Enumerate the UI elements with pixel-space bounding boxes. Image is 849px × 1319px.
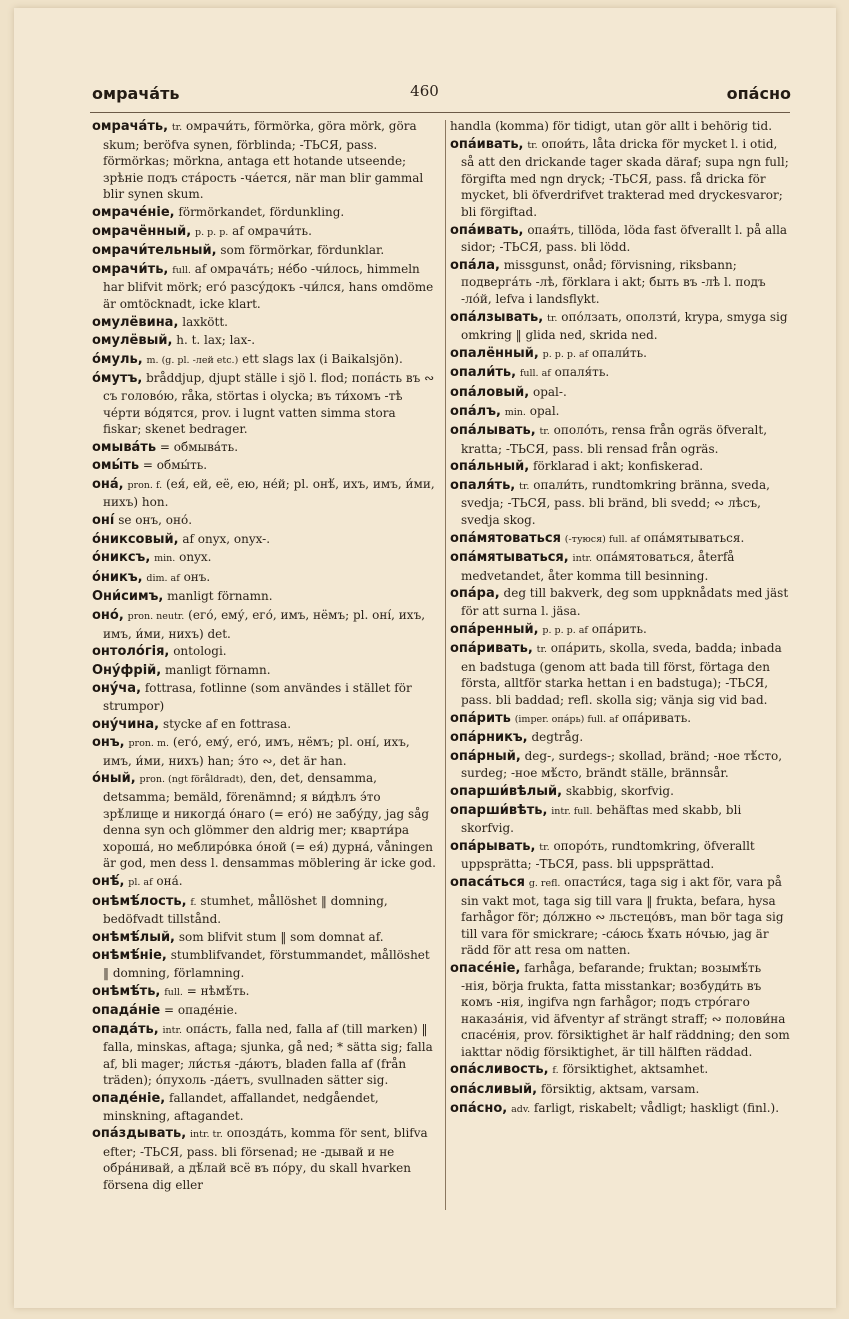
dictionary-entry bbox=[92, 204, 436, 222]
entry-headword: опарши́вѣть, bbox=[450, 802, 548, 818]
entry-headword: омрача́ть, bbox=[92, 119, 169, 134]
entry-definition: försiktig, aktsam, varsam. bbox=[540, 1082, 700, 1097]
dictionary-entry bbox=[92, 118, 436, 203]
dictionary-entry bbox=[92, 680, 436, 714]
dictionary-entry bbox=[92, 929, 436, 947]
dictionary-entry bbox=[450, 1100, 792, 1119]
entry-headword: опа́лывать, bbox=[450, 423, 536, 439]
entry-definition: stumblifvandet, förstummandet, mållöshet ‖ domning, förlamning. bbox=[103, 948, 430, 980]
entry-definition: опая́ть, tillöda, löda fast öfverallt l. på alla sidor; -ТЬСЯ, pass. bli lödd. bbox=[461, 222, 788, 255]
entry-grammar: m. (g. pl. -лей etc.) bbox=[146, 354, 239, 366]
entry-definition: = обмы́ть. bbox=[142, 458, 208, 473]
dictionary-entry bbox=[92, 512, 436, 530]
entry-grammar: tr. bbox=[527, 139, 538, 151]
dictionary-entry bbox=[450, 585, 792, 619]
entry-definition: förklarad i akt; konfiskerad. bbox=[533, 459, 704, 474]
entry-grammar: f. bbox=[190, 896, 197, 908]
entry-grammar: p. p. p. af bbox=[542, 348, 589, 360]
entry-definition: farhåga, befarande; fruktan; возымѣ́ть -нія, börja frukta, fatta misstankar; возбуди́ть въ комъ -нія, ingifva ngn farhågor; подъ стро́гаго наказа́нія, vid äfventyr af strängt straff; ∾ полови́на спасе́нія, prov. försiktighet är half räddning; den som iakttar nödig försiktighet, är till hälften räddad. bbox=[461, 960, 790, 1059]
right-column bbox=[450, 118, 792, 1119]
entry-definition: opal-. bbox=[533, 384, 567, 399]
dictionary-entry bbox=[450, 222, 792, 256]
dictionary-entry bbox=[450, 748, 792, 782]
entry-headword: опа́рникъ, bbox=[450, 730, 528, 746]
entry-headword: омулёвый, bbox=[92, 333, 173, 349]
entry-definition: se онъ, оно́. bbox=[118, 513, 193, 528]
entry-definition: опа́сть, falla ned, falla af (till marken) ‖ falla, minskas, aftaga; sjunka, gå ned; * sätta sig; falla af, bli mager; ли́стья -да́ютъ, bladen falla af (från träden); о́пухоль -да́етъ, svullnaden sätter sig. bbox=[103, 1021, 433, 1088]
entry-definition: опали́ть, rundtomkring bränna, sveda, svedja; -ТЬСЯ, pass. bli bränd, bli svedd; ∾ лѣсъ, svedja skog. bbox=[461, 477, 770, 528]
entry-definition: (его́, ему́, его́, имъ, нёмъ; pl. оні́, ихъ, имъ, и́ми, нихъ) han; э́то ∾, det är han. bbox=[103, 735, 410, 768]
dictionary-entry bbox=[92, 549, 436, 568]
entry-definition: af омрачи́ть. bbox=[232, 223, 312, 238]
entry-definition: онъ. bbox=[183, 569, 211, 584]
entry-headword: опа́здывать, bbox=[92, 1126, 187, 1142]
dictionary-entry bbox=[92, 569, 436, 588]
dictionary-entry bbox=[450, 874, 792, 959]
entry-grammar: pron. f. bbox=[127, 479, 163, 491]
entry-definition: (ея́, ей, её, ею, не́й; pl. онѣ́, ихъ, имъ, и́ми, нихъ) hon. bbox=[103, 476, 435, 510]
entry-headword: Ону́фрій, bbox=[92, 662, 162, 678]
entry-headword: онѣмѣ́ть, bbox=[92, 983, 161, 999]
entry-headword: онтоло́гія, bbox=[92, 644, 170, 660]
dictionary-entry bbox=[450, 530, 792, 549]
entry-headword: онѣ́, bbox=[92, 873, 125, 889]
entry-headword: омулёвина, bbox=[92, 314, 179, 330]
entry-definition: försiktighet, aktsamhet. bbox=[562, 1062, 709, 1077]
entry-headword: опа́ра, bbox=[450, 586, 500, 602]
entry-headword: онѣмѣ́ніе, bbox=[92, 948, 167, 964]
entry-headword: опа́мятоваться bbox=[450, 530, 561, 546]
dictionary-entry bbox=[450, 783, 792, 801]
entry-headword: омрачи́ть, bbox=[92, 261, 169, 277]
running-head-left: омрача́ть bbox=[92, 84, 180, 103]
entry-definition: h. t. lax; lax-. bbox=[176, 333, 256, 348]
entry-headword: опа́сно, bbox=[450, 1100, 508, 1116]
entry-grammar: full. bbox=[172, 264, 191, 276]
dictionary-entry bbox=[450, 960, 792, 1061]
dictionary-entry bbox=[450, 458, 792, 476]
dictionary-entry bbox=[92, 893, 436, 928]
entry-definition: manligt förnamn. bbox=[165, 662, 271, 677]
dictionary-entry bbox=[450, 403, 792, 422]
entry-grammar: tr. bbox=[171, 122, 183, 133]
entry-definition: behäftas med skabb, bli skorfvig. bbox=[461, 802, 742, 836]
entry-definition: опали́ть. bbox=[592, 345, 647, 360]
entry-definition: som blifvit stum ‖ som domnat af. bbox=[178, 929, 384, 944]
dictionary-entry bbox=[450, 710, 792, 729]
dictionary-entry bbox=[92, 332, 436, 350]
entry-definition: stumhet, mållöshet ‖ domning, bedöfvadt tillstånd. bbox=[103, 893, 388, 927]
entry-definition: af омрача́ть; не́бо -чи́лось, himmeln har blifvit mörk; его́ разсу́докъ -чи́лся, hans omdöme är omtöcknadt, icke klart. bbox=[103, 261, 434, 311]
entry-definition: = опаде́ніе. bbox=[164, 1003, 238, 1018]
entry-definition: опои́ть, låta dricka för mycket l. i otid, så att den drickande tager skada däraf; supa ngn full; förgifta med ngn dryck; -ТЬСЯ, pass. få dricka för mycket, bli öfverdrifvet trakterad med dryckesvaror; bli förgiftad. bbox=[461, 136, 789, 219]
entry-headword: опаля́ть, bbox=[450, 477, 516, 493]
dictionary-entry bbox=[450, 384, 792, 402]
entry-headword: опа́ивать, bbox=[450, 136, 524, 152]
entry-definition: ett slags lax (i Baikalsjön). bbox=[242, 351, 403, 366]
dictionary-entry bbox=[92, 476, 436, 511]
left-column bbox=[92, 118, 436, 1195]
dictionary-entry bbox=[92, 770, 436, 872]
entry-headword: онъ, bbox=[92, 735, 125, 751]
entry-grammar: p. p. p. af bbox=[542, 624, 588, 636]
entry-headword: опа́лъ, bbox=[450, 403, 501, 419]
entry-headword: омыва́ть bbox=[92, 439, 157, 455]
dictionary-entry bbox=[92, 1021, 436, 1089]
entry-headword: ону́чина, bbox=[92, 716, 160, 732]
running-head-right: опа́сно bbox=[726, 84, 791, 103]
entry-headword: опаса́ться bbox=[450, 874, 525, 890]
dictionary-entry bbox=[450, 802, 792, 837]
entry-definition: опасти́ся, taga sig i akt för, vara på sin vakt mot, taga sig till vara ‖ frukta, befara, hysa farhågor för; до́лжно ∾ льстецо́въ, man bör taga sig till vara för smickrare; -са́юсь ѣ́хать но́чью, jag är rädd för att resa om natten. bbox=[461, 874, 784, 958]
entry-headword: о́никъ, bbox=[92, 569, 143, 585]
entry-definition: fottrasa, fotlinne (som användes i stället för strumpor) bbox=[103, 681, 412, 713]
dictionary-entry bbox=[450, 621, 792, 640]
entry-definition: onyx. bbox=[179, 550, 212, 565]
entry-definition: skabbig, skorfvig. bbox=[565, 783, 674, 798]
entry-grammar: tr. bbox=[539, 841, 550, 853]
entry-definition: опа́мятываться. bbox=[643, 530, 745, 545]
entry-grammar: (imper. опа́рь) full. af bbox=[514, 713, 619, 725]
entry-grammar: min. bbox=[154, 553, 176, 565]
entry-grammar: pron. m. bbox=[128, 738, 169, 750]
entry-definition: som förmörkar, fördunklar. bbox=[220, 243, 385, 258]
entry-grammar: intr. tr. bbox=[190, 1129, 223, 1141]
entry-definition: (его́, ему́, его́, имъ, нёмъ; pl. оні́, ихъ, имъ, и́ми, нихъ) det. bbox=[103, 608, 426, 641]
entry-definition: den, det, densamma, detsamma; bemäld, förenämnd; я ви́дѣлъ э́то зрѣ́лище и никогда́ о́наго (= его́) не забу́ду, jag såg denna syn och glömmer den aldrig mer; кварти́ра хороша́, но меблиро́вка о́ной (= ея́) дурна́, våningen är god, men dess l. densammas möblering är icke god. bbox=[103, 771, 436, 871]
entry-headword: о́ный, bbox=[92, 771, 136, 787]
entry-headword: она́, bbox=[92, 476, 124, 492]
dictionary-entry bbox=[450, 549, 792, 584]
entry-headword: о́никсъ, bbox=[92, 550, 151, 566]
dictionary-entry bbox=[450, 838, 792, 873]
entry-definition: opal. bbox=[529, 403, 560, 418]
entry-headword: омрачи́тельный, bbox=[92, 243, 217, 259]
entry-headword: оно́, bbox=[92, 608, 124, 624]
dictionary-entry bbox=[450, 1061, 792, 1080]
entry-grammar: tr. bbox=[519, 480, 530, 492]
dictionary-entry bbox=[450, 729, 792, 747]
entry-headword: опа́льный, bbox=[450, 459, 530, 475]
dictionary-entry bbox=[450, 422, 792, 457]
entry-definition: = нѣмѣ́ть. bbox=[186, 983, 250, 998]
entry-grammar: tr. bbox=[536, 644, 547, 656]
entry-definition: degtråg. bbox=[531, 730, 584, 745]
entry-grammar: f. bbox=[552, 1065, 559, 1077]
dictionary-entry bbox=[450, 345, 792, 364]
dictionary-entry bbox=[450, 364, 792, 383]
dictionary-entry bbox=[92, 643, 436, 661]
dictionary-entry bbox=[450, 309, 792, 344]
entry-headword: о́муль, bbox=[92, 351, 143, 367]
entry-headword: опарши́вѣлый, bbox=[450, 783, 563, 799]
entry-headword: опада́ніе bbox=[92, 1003, 161, 1019]
entry-headword: о́мутъ, bbox=[92, 371, 143, 387]
entry-definition: ontologi. bbox=[173, 644, 227, 659]
entry-grammar: g. refl. bbox=[528, 877, 561, 889]
entry-headword: онѣмѣ́лость, bbox=[92, 893, 187, 909]
entry-headword: оні́ bbox=[92, 513, 115, 529]
dictionary-entry bbox=[450, 257, 792, 308]
entry-headword: онѣмѣ́лый, bbox=[92, 929, 175, 945]
dictionary-entry bbox=[92, 439, 436, 457]
entry-grammar: full. af bbox=[519, 368, 551, 380]
entry-definition: laxkött. bbox=[182, 314, 228, 329]
dictionary-entry bbox=[92, 261, 436, 313]
entry-grammar: pron. (ngt föråldradt), bbox=[139, 774, 247, 786]
entry-definition: опозда́ть, komma för sent, blifva efter; -ТЬСЯ, pass. bli försenad; не -дывай и не обра́нивай, а дѣ́лай всё въ по́ру, du skall hvarken försena dig eller bbox=[103, 1126, 428, 1193]
dictionary-entry bbox=[92, 662, 436, 680]
entry-grammar: pl. af bbox=[128, 876, 153, 888]
entry-definition: missgunst, onåd; förvisning, riksbann; подверга́ть -лѣ, förklara i akt; быть въ -лѣ l. подъ -ло́й, lefva i landsflykt. bbox=[461, 257, 766, 306]
entry-grammar: (-туюся) full. af bbox=[564, 533, 640, 545]
dictionary-entry bbox=[92, 457, 436, 475]
entry-definition: опа́ривать. bbox=[622, 710, 692, 725]
entry-definition: опоро́ть, rundtomkring, öfverallt uppsprätta; -ТЬСЯ, pass. bli uppsprättad. bbox=[461, 838, 755, 872]
dictionary-entry bbox=[92, 242, 436, 260]
entry-grammar: p. p. p. bbox=[194, 226, 229, 238]
entry-definition: fallandet, affallandet, nedgåendet, minskning, aftagandet. bbox=[103, 1091, 379, 1123]
dictionary-entry bbox=[92, 873, 436, 892]
dictionary-entry bbox=[92, 1090, 436, 1124]
column-divider bbox=[445, 120, 446, 1210]
entry-definition: deg till bakverk, deg som uppknådats med jäst för att surna l. jäsa. bbox=[461, 586, 789, 619]
dictionary-entry bbox=[92, 947, 436, 981]
entry-headword: опалённый, bbox=[450, 345, 539, 361]
entry-headword: опа́рить bbox=[450, 710, 511, 726]
entry-grammar: dim. af bbox=[146, 572, 180, 584]
entry-headword: опали́ть, bbox=[450, 365, 517, 381]
entry-headword: опа́ривать, bbox=[450, 641, 533, 657]
entry-definition: bråddjup, djupt ställe i sjö l. flod; попа́сть въ ∾ съ голово́ю, råka, störtas i olycka; въ ти́хомъ -тѣ че́рти во́дятся, prov. i lugnt vatten simma stora fiskar; skenet bedrager. bbox=[103, 371, 435, 437]
entry-definition: опо́лзать, оползти́, krypa, smyga sig omkring ‖ glida ned, skrida ned. bbox=[461, 309, 788, 343]
entry-definition: опа́мятоваться, återfå medvetandet, åter komma till besinning. bbox=[461, 550, 735, 583]
entry-headword: опа́мятываться, bbox=[450, 550, 569, 566]
entry-definition: af onyx, onyx-. bbox=[182, 531, 271, 546]
entry-headword: опа́сливый, bbox=[450, 1082, 538, 1098]
entry-headword: опа́сливость, bbox=[450, 1062, 549, 1078]
dictionary-entry bbox=[450, 1081, 792, 1099]
dictionary-entry bbox=[92, 1125, 436, 1193]
entry-headword: омы́ть bbox=[92, 458, 140, 474]
entry-headword: омрачённый, bbox=[92, 223, 192, 239]
header-rule bbox=[90, 112, 790, 113]
entry-grammar: intr. full. bbox=[551, 805, 593, 817]
entry-definition: deg-, surdegs-; skollad, bränd; -ное тѣ́сто, surdeg; -ное мѣ́сто, brändt ställe, brännsår. bbox=[461, 748, 783, 781]
entry-headword: опаде́ніе, bbox=[92, 1091, 166, 1107]
entry-grammar: full. bbox=[164, 986, 183, 998]
entry-grammar: tr. bbox=[539, 426, 550, 438]
entry-headword: о́никсовый, bbox=[92, 531, 179, 547]
entry-definition: она́. bbox=[156, 873, 183, 888]
entry-headword: опа́ловый, bbox=[450, 384, 530, 400]
entry-headword: ону́ча, bbox=[92, 681, 142, 697]
entry-headword: опа́ивать, bbox=[450, 222, 524, 238]
entry-headword: омраче́ніе, bbox=[92, 204, 175, 220]
dictionary-entry bbox=[92, 716, 436, 734]
dictionary-entry bbox=[450, 136, 792, 221]
entry-headword: опа́рный, bbox=[450, 748, 521, 764]
dictionary-entry bbox=[92, 607, 436, 642]
dictionary-entry bbox=[92, 1002, 436, 1020]
dictionary-entry bbox=[450, 477, 792, 529]
dictionary-entry bbox=[450, 640, 792, 708]
entry-definition: farligt, riskabelt; vådligt; haskligt (finl.). bbox=[533, 1100, 780, 1115]
entry-headword: опа́ла, bbox=[450, 257, 500, 273]
entry-definition: stycke af en fottrasa. bbox=[162, 716, 292, 731]
entry-definition: омрачи́ть, förmörka, göra mörk, göra skum; beröfva synen, förblinda; -ТЬСЯ, pass. förmörkas; mörkna, antaga ett hotande utseende; зрѣніе подъ ста́рость -ча́ется, när man blir gammal blir synen skum. bbox=[103, 119, 424, 202]
entry-definition: = обмыва́ть. bbox=[159, 439, 239, 454]
entry-headword: опа́рывать, bbox=[450, 838, 536, 854]
entry-grammar: min. bbox=[504, 406, 526, 418]
entry-headword: Они́симъ, bbox=[92, 589, 164, 605]
entry-definition: ополо́ть, rensa från ogräs öfveralt, kratta; -ТЬСЯ, pass. bli rensad från ogräs. bbox=[461, 423, 768, 456]
entry-headword: опада́ть, bbox=[92, 1021, 159, 1037]
entry-definition: manligt förnamn. bbox=[167, 589, 273, 604]
entry-headword: опасе́ніе, bbox=[450, 960, 521, 976]
entry-grammar: adv. bbox=[511, 1103, 531, 1115]
entry-grammar: tr. bbox=[547, 312, 558, 324]
dictionary-entry bbox=[92, 223, 436, 242]
page-number: 460 bbox=[410, 82, 439, 100]
dictionary-entry bbox=[92, 370, 436, 437]
entry-headword: опа́лзывать, bbox=[450, 309, 544, 325]
entry-definition: handla (komma) för tidigt, utan gör allt i behörig tid. bbox=[450, 119, 773, 133]
entry-headword: опа́ренный, bbox=[450, 621, 539, 637]
dictionary-entry bbox=[92, 314, 436, 332]
dictionary-entry bbox=[92, 588, 436, 606]
dictionary-entry bbox=[450, 118, 792, 135]
dictionary-entry bbox=[92, 734, 436, 769]
entry-definition: förmörkandet, fördunkling. bbox=[178, 204, 345, 219]
entry-definition: опаля́ть. bbox=[554, 365, 610, 380]
dictionary-entry bbox=[92, 351, 436, 370]
dictionary-entry bbox=[92, 983, 436, 1002]
dictionary-entry bbox=[92, 531, 436, 549]
entry-grammar: pron. neutr. bbox=[127, 611, 185, 623]
entry-definition: опа́рить, skolla, sveda, badda; inbada en badstuga (genom att bada till först, förtaga den första, alltför starka hettan i en badstuga); -ТЬСЯ, pass. bli baddad; refl. skolla sig; vänja sig vid bad. bbox=[461, 641, 782, 707]
entry-grammar: intr. bbox=[162, 1024, 182, 1036]
entry-grammar: intr. bbox=[572, 553, 593, 565]
entry-definition: опа́рить. bbox=[591, 621, 647, 636]
